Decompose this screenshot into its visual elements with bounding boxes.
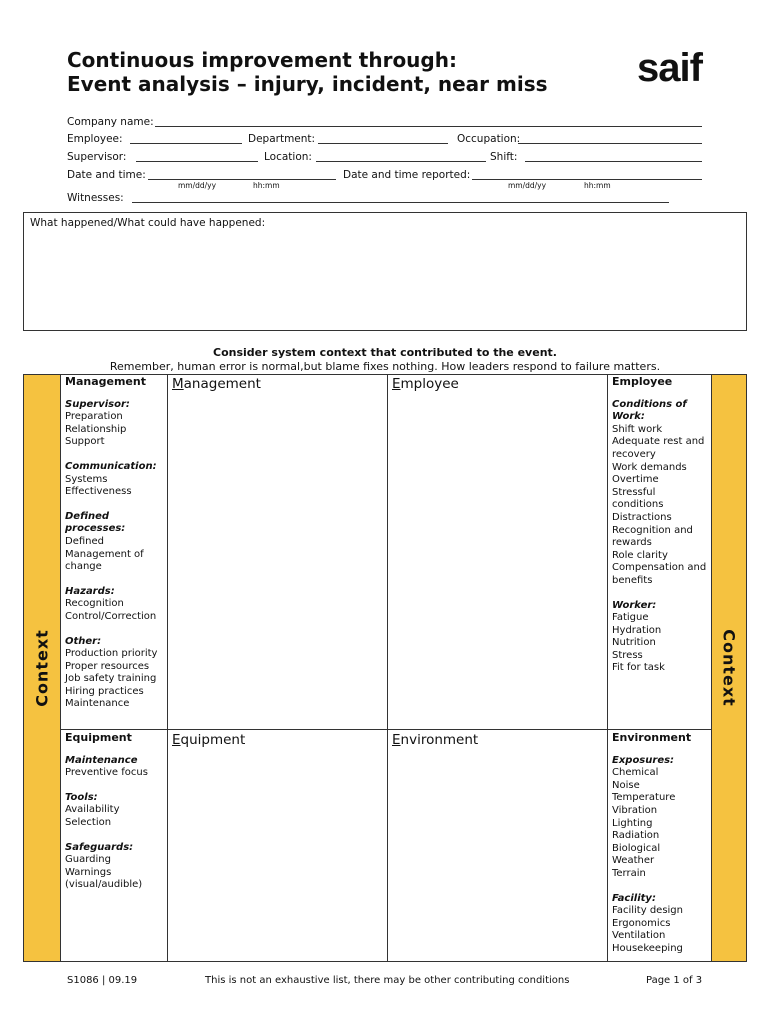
saif-logo: saif bbox=[637, 46, 702, 90]
factor-item: Defined bbox=[65, 535, 104, 547]
factor-item: Preparation bbox=[65, 411, 123, 423]
employee-label: Employee: bbox=[67, 133, 123, 145]
factor-item: Stress bbox=[612, 649, 643, 661]
date-hint: mm/dd/yy bbox=[178, 181, 217, 190]
factor-item: Housekeeping bbox=[612, 942, 683, 954]
what-happened-box[interactable] bbox=[23, 212, 747, 331]
factor-item: Distractions bbox=[612, 511, 672, 523]
group-spacer bbox=[65, 830, 165, 842]
column-heading: Environment bbox=[612, 731, 692, 744]
context-label-left: Context bbox=[32, 629, 52, 707]
quadrant-employee-initial: E bbox=[392, 376, 401, 392]
factor-item: Hydration bbox=[612, 624, 662, 636]
factor-item: Support bbox=[65, 436, 105, 448]
consider-heading: Consider system context that contributed to the event. bbox=[213, 346, 557, 359]
factor-item: Overtime bbox=[612, 474, 659, 486]
supervisor-field[interactable] bbox=[136, 161, 258, 162]
factor-group-title: Worker: bbox=[612, 599, 657, 611]
factor-item: (visual/audible) bbox=[65, 879, 143, 891]
title-line-2: Event analysis – injury, incident, near miss bbox=[67, 72, 548, 96]
shift-label: Shift: bbox=[490, 151, 518, 163]
date-time-reported-field[interactable] bbox=[472, 179, 702, 180]
factor-item: Compensation and benefits bbox=[612, 562, 707, 586]
factor-group-title: Maintenance bbox=[65, 754, 138, 766]
page-title bbox=[67, 48, 548, 96]
group-spacer bbox=[612, 588, 708, 600]
factor-item: Work demands bbox=[612, 461, 687, 473]
reported-time-hint: hh:mm bbox=[584, 181, 611, 190]
factor-item: Maintenance bbox=[65, 698, 130, 710]
factor-item: Guarding bbox=[65, 854, 111, 866]
factor-item: Management of change bbox=[65, 548, 144, 573]
factor-group-title: Tools: bbox=[65, 791, 98, 803]
witnesses-field[interactable] bbox=[132, 202, 669, 203]
group-spacer bbox=[65, 574, 165, 586]
environment-factors bbox=[612, 732, 708, 956]
date-time-label: Date and time: bbox=[67, 169, 146, 181]
quadrant-environment-rest: nvironment bbox=[400, 732, 479, 748]
equipment-factors bbox=[65, 732, 165, 892]
factor-item: Role clarity bbox=[612, 549, 668, 561]
factor-item: Terrain bbox=[612, 867, 646, 879]
factor-item: Effectiveness bbox=[65, 486, 132, 498]
factor-group-title: Supervisor: bbox=[65, 398, 130, 410]
factor-item: Selection bbox=[65, 816, 112, 828]
date-time-reported-label: Date and time reported: bbox=[343, 169, 471, 181]
group-spacer bbox=[65, 449, 165, 461]
page-number: Page 1 of 3 bbox=[646, 975, 703, 986]
consider-note: Remember, human error is normal,but blame fixes nothing. How leaders respond to failure matters. bbox=[109, 360, 661, 373]
factor-group-title: Conditions of Work: bbox=[612, 398, 687, 423]
quadrant-equipment-rest: quipment bbox=[180, 732, 246, 748]
context-label-right: Context bbox=[719, 629, 739, 707]
column-heading: Equipment bbox=[65, 731, 132, 744]
factor-item: Proper resources bbox=[65, 660, 150, 672]
quadrant-management[interactable] bbox=[172, 376, 261, 392]
factor-item: Availability bbox=[65, 804, 120, 816]
location-field[interactable] bbox=[316, 161, 486, 162]
factor-group-title: Hazards: bbox=[65, 585, 115, 597]
factor-item: Vibration bbox=[612, 804, 658, 816]
factor-item: Warnings bbox=[65, 866, 112, 878]
grid-divider-horizontal bbox=[61, 729, 711, 730]
department-label: Department: bbox=[248, 133, 316, 145]
reported-date-hint: mm/dd/yy bbox=[508, 181, 547, 190]
company-name-label: Company name: bbox=[67, 116, 154, 128]
factor-item: Ventilation bbox=[612, 930, 666, 942]
factor-item: Ergonomics bbox=[612, 917, 671, 929]
factor-item: Lighting bbox=[612, 817, 653, 829]
factor-item: Preventive focus bbox=[65, 767, 148, 779]
management-factors bbox=[65, 376, 165, 711]
factor-item: Control/Correction bbox=[65, 610, 157, 622]
quadrant-management-initial: M bbox=[172, 376, 184, 392]
department-field[interactable] bbox=[318, 143, 448, 144]
factor-item: Noise bbox=[612, 779, 640, 791]
quadrant-management-rest: anagement bbox=[183, 376, 261, 392]
factor-item: Shift work bbox=[612, 423, 663, 435]
factor-group-title: Communication: bbox=[65, 460, 157, 472]
group-spacer bbox=[65, 624, 165, 636]
factor-group-title: Facility: bbox=[612, 892, 656, 904]
column-heading: Employee bbox=[612, 375, 673, 388]
title-line-1: Continuous improvement through: bbox=[67, 48, 457, 72]
factor-item: Recognition and rewards bbox=[612, 524, 693, 549]
factor-item: Chemical bbox=[612, 767, 659, 779]
factor-item: Radiation bbox=[612, 830, 660, 842]
date-time-field[interactable] bbox=[148, 179, 336, 180]
group-spacer bbox=[65, 780, 165, 792]
factor-item: Biological bbox=[612, 842, 661, 854]
factor-item: Weather bbox=[612, 855, 655, 867]
factor-group-title: Other: bbox=[65, 635, 102, 647]
factor-group-title: Exposures: bbox=[612, 754, 675, 766]
factor-item: Fit for task bbox=[612, 662, 665, 674]
factor-item: Recognition bbox=[65, 598, 124, 610]
quadrant-environment[interactable] bbox=[392, 732, 478, 748]
factor-item: Relationship bbox=[65, 423, 127, 435]
company-name-field[interactable] bbox=[155, 126, 702, 127]
employee-field[interactable] bbox=[130, 143, 242, 144]
footer-note: This is not an exhaustive list, there may be other contributing conditions bbox=[205, 975, 570, 986]
supervisor-label: Supervisor: bbox=[67, 151, 127, 163]
quadrant-employee-rest: mployee bbox=[400, 376, 459, 392]
column-heading: Management bbox=[65, 375, 146, 388]
factor-group-title: Defined processes: bbox=[65, 510, 126, 535]
location-label: Location: bbox=[264, 151, 312, 163]
factor-item: Systems bbox=[65, 473, 108, 485]
factor-item: Temperature bbox=[612, 792, 676, 804]
group-spacer bbox=[612, 881, 708, 893]
time-hint: hh:mm bbox=[253, 181, 280, 190]
form-code: S1086 | 09.19 bbox=[67, 975, 138, 986]
factor-item: Job safety training bbox=[65, 673, 157, 685]
employee-factors bbox=[612, 376, 708, 675]
factor-item: Hiring practices bbox=[65, 685, 144, 697]
occupation-field[interactable] bbox=[518, 143, 702, 144]
factor-item: Production priority bbox=[65, 648, 158, 660]
group-spacer bbox=[65, 499, 165, 511]
shift-field[interactable] bbox=[525, 161, 702, 162]
grid-divider-3 bbox=[607, 375, 608, 961]
what-happened-label: What happened/What could have happened: bbox=[30, 217, 266, 229]
witnesses-label: Witnesses: bbox=[67, 192, 124, 204]
factor-item: Nutrition bbox=[612, 637, 656, 649]
quadrant-equipment-initial: E bbox=[172, 732, 181, 748]
grid-divider-2 bbox=[387, 375, 388, 961]
factor-item: Fatigue bbox=[612, 612, 649, 624]
factor-item: Facility design bbox=[612, 905, 683, 917]
grid-divider-1 bbox=[167, 375, 168, 961]
quadrant-equipment[interactable] bbox=[172, 732, 245, 748]
factor-item: Stressful conditions bbox=[612, 486, 664, 511]
quadrant-environment-initial: E bbox=[392, 732, 401, 748]
quadrant-employee[interactable] bbox=[392, 376, 459, 392]
factor-group-title: Safeguards: bbox=[65, 841, 134, 853]
factor-item: Adequate rest and recovery bbox=[612, 436, 705, 460]
occupation-label: Occupation: bbox=[457, 133, 521, 145]
